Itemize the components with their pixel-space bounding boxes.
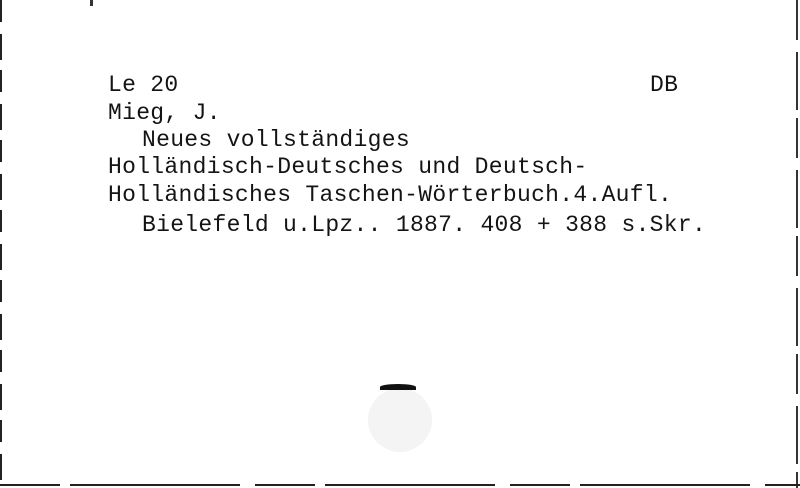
card-right-edge: [796, 0, 798, 488]
title-line-2: Holländisch-Deutsches und Deutsch-: [108, 154, 588, 180]
card-bottom-edge: [0, 484, 800, 486]
imprint-line: Bielefeld u.Lpz.. 1887. 408 + 388 s.Skr.: [142, 212, 707, 238]
title-line-1: Neues vollständiges: [142, 127, 410, 153]
punch-hole: [368, 388, 432, 452]
title-line-3: Holländisches Taschen-Wörterbuch.4.Aufl.: [108, 182, 673, 208]
punch-hole-shadow: [380, 384, 416, 390]
card-left-edge: [0, 0, 2, 488]
scan-speck: [90, 0, 93, 6]
author-name: Mieg, J.: [108, 100, 221, 126]
location-code: DB: [650, 72, 679, 98]
call-number: Le 20: [108, 72, 179, 98]
